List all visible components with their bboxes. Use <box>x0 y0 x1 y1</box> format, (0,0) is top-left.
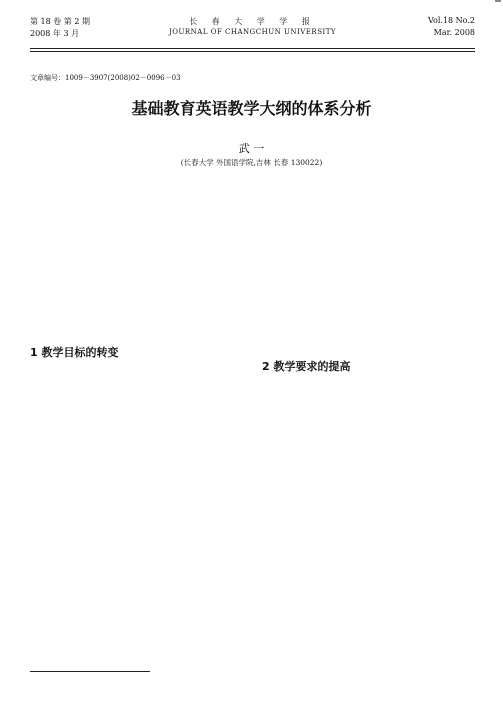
paper-title: 基础教育英语教学大纲的体系分析 <box>131 99 372 118</box>
header-rule-bottom <box>30 51 475 52</box>
watermark-url <box>495 0 501 2</box>
section-heading-1: 1 教学目标的转变 <box>30 346 119 359</box>
vol-no-en: Vol.18 No.2 <box>428 16 475 25</box>
header-rule-top <box>30 48 475 49</box>
column-right <box>262 279 472 377</box>
journal-name-en: JOURNAL OF CHANGCHUN UNIVERSITY <box>168 28 337 36</box>
footnotes <box>30 671 475 674</box>
issue-date: 2008 年 3 月 <box>30 29 80 38</box>
journal-header <box>30 14 475 46</box>
author: 武 一 <box>238 142 265 155</box>
intro-paragraph <box>30 279 240 341</box>
affiliation: (长春大学 外国语学院,吉林 长春 130022) <box>180 158 323 167</box>
section-heading-2: 2 教学要求的提高 <box>262 360 351 373</box>
journal-name-cn: 长 春 大 学 学 报 <box>189 17 316 26</box>
volume-issue: 第 18 卷 第 2 期 <box>30 17 90 26</box>
column-left <box>30 279 240 363</box>
month-en: Mar. 2008 <box>433 28 475 37</box>
article-number: 文章编号：1009－3907(2008)02－0096－03 <box>30 74 181 82</box>
footnote-rule <box>30 671 150 672</box>
continued-paragraph <box>262 279 472 355</box>
